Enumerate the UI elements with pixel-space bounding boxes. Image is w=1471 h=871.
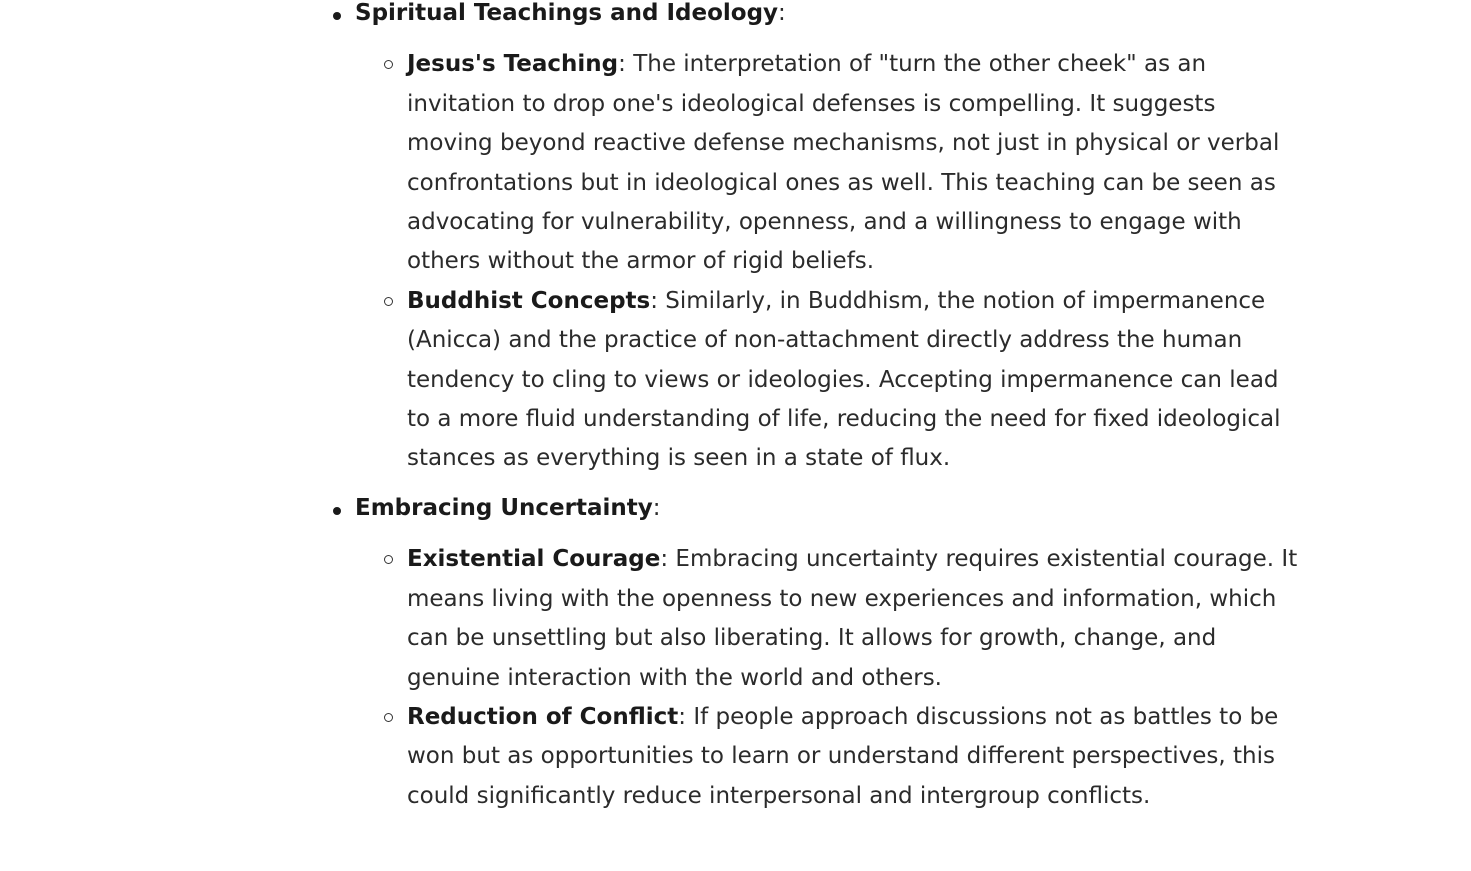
section-title: Spiritual Teachings and Ideology [355, 0, 779, 26]
item-term: Jesus's Teaching [407, 51, 619, 78]
item-text: : If people approach discussions not as battles to be won but as opportunities to learn or understand different perspectives, this could significantly reduce interpersonal and intergroup conflicts. [407, 703, 1279, 809]
bullet-circle-icon [384, 713, 393, 722]
list-item-reduction-of-conflict [355, 698, 1300, 816]
item-text: : The interpretation of "turn the other cheek" as an invitation to drop one's ideological defenses is compelling. It suggests moving beyond reactive defense mechanisms, not just in physical or verbal confrontations but in ideological ones as well. This teaching can be seen as advocating for vulnerability, openness, and a willingness to engage with others without the armor of rigid beliefs. [407, 51, 1280, 275]
bullet-disc-icon [333, 12, 341, 20]
bullet-circle-icon [384, 60, 393, 69]
section-colon: : [652, 494, 661, 521]
outer-list [310, 0, 1300, 816]
section-embracing-uncertainty [310, 489, 1300, 816]
bullet-disc-icon [333, 507, 341, 515]
section-heading [355, 489, 1300, 528]
list-item-existential-courage [355, 540, 1300, 698]
item-term: Buddhist Concepts [407, 287, 651, 314]
section-colon: : [778, 0, 786, 26]
bullet-circle-icon [384, 555, 393, 564]
inner-list [355, 540, 1300, 816]
list-item-jesus-teaching [355, 45, 1300, 281]
item-term: Existential Courage [407, 546, 661, 573]
section-spiritual-teachings [310, 0, 1300, 479]
section-title: Embracing Uncertainty [355, 494, 653, 521]
list-item-buddhist-concepts [355, 282, 1300, 479]
item-text: : Embracing uncertainty requires existential courage. It means living with the openness to new experiences and information, which can be unsettling but also liberating. It allows for growth, change, and genuine interaction with the world and others. [407, 546, 1298, 691]
item-term: Reduction of Conflict [407, 703, 679, 730]
section-heading [355, 0, 1300, 33]
message-content [310, 0, 1300, 826]
bullet-circle-icon [384, 297, 393, 306]
inner-list [355, 45, 1300, 478]
item-text: : Similarly, in Buddhism, the notion of impermanence (Anicca) and the practice of non-attachment directly address the human tendency to cling to views or ideologies. Accepting impermanence can lead to a more fluid understanding of life, reducing the need for fixed ideological stances as everything is seen in a state of flux. [407, 287, 1281, 472]
